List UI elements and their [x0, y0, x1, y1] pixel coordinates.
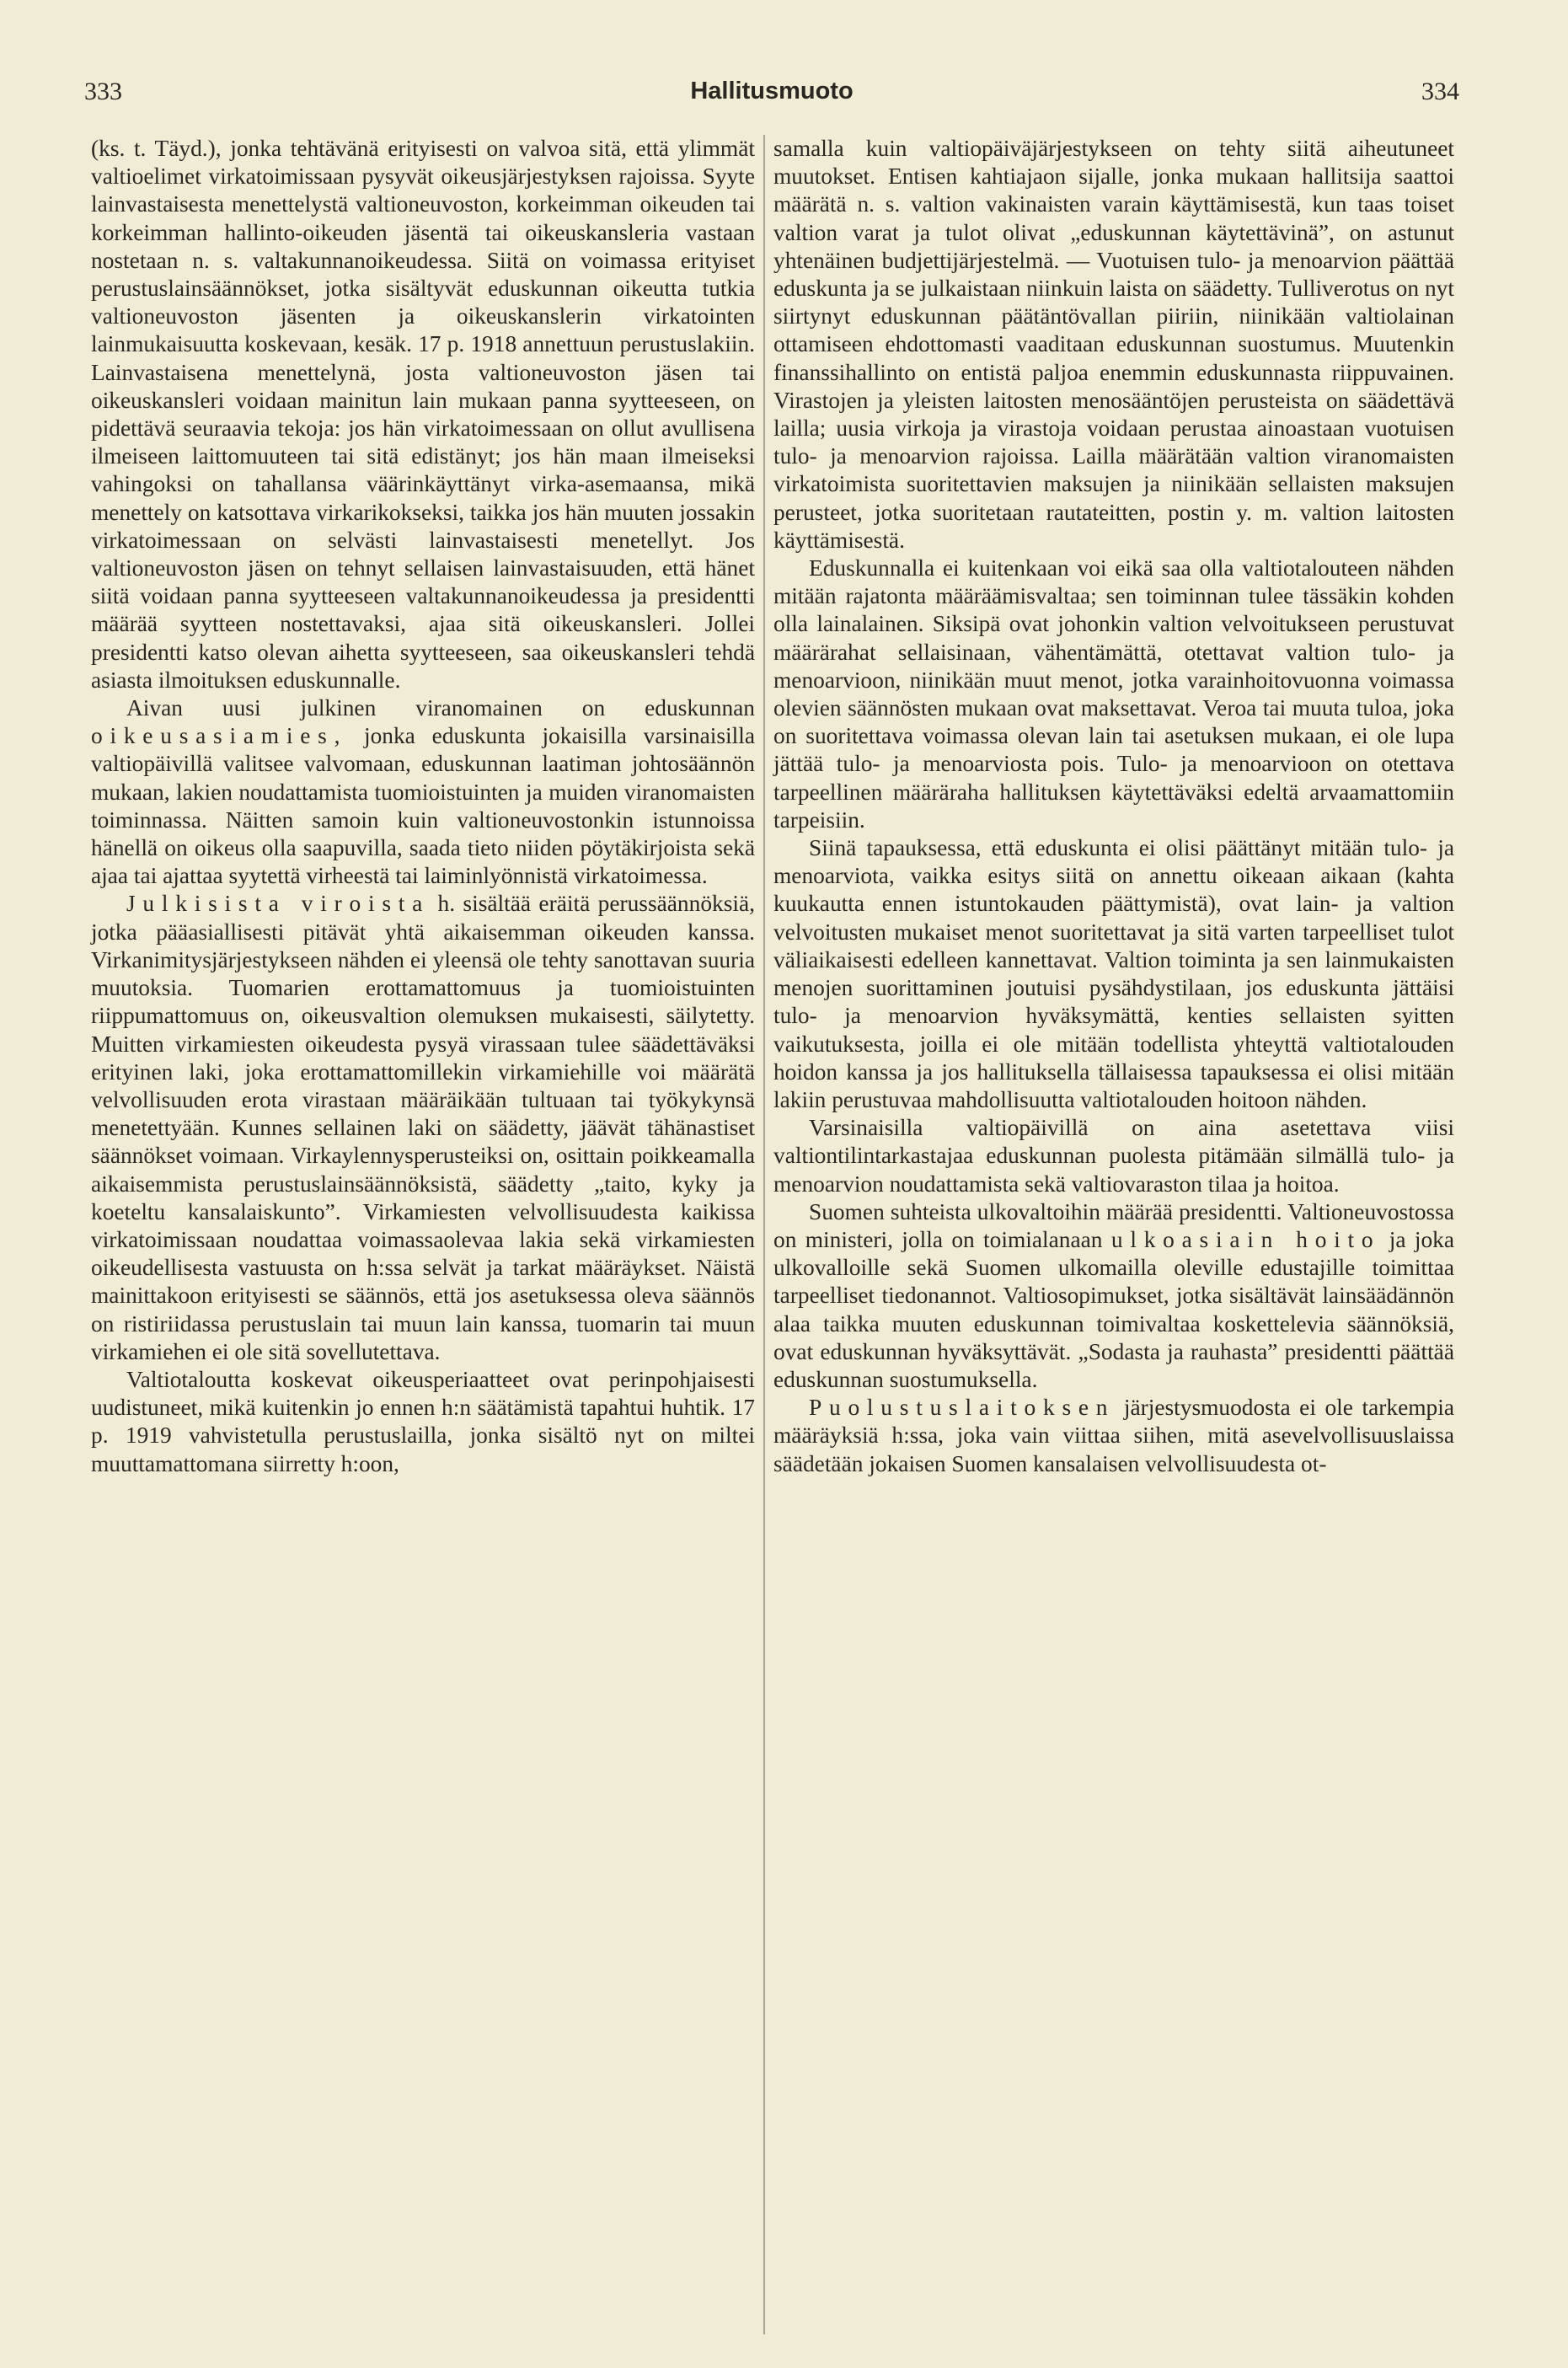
- paragraph: [773, 1394, 1454, 1478]
- paragraph: samalla kuin valtiopäiväjärjestykseen on tehty siitä aiheutuneet muutokset. Entisen kahtiajaon sijalle, jonka mukaan hallitsija saattoi määrätä n. s. valtion vakinaisten varain käyttämisestä, kun taas toiset valtion varat ja tulot olivat „eduskunnan käytettävinä”, on astunut yhtenäinen budjettijärjestelmä. — Vuotuisen tulo- ja menoarvion päättää eduskunta ja se julkaistaan niinkuin laista on säädetty. Tulliverotus on nyt siirtynyt eduskunnan päätäntövallan piiriin, niinikään valtiolainan ottamiseen ehdottomasti vaaditaan eduskunnan suostumus. Muutenkin finanssihallinto on entistä paljoa enemmin eduskunnasta riippuvainen. Virastojen ja yleisten laitosten menosääntöjen perusteista on säädettävä lailla; uusia virkoja ja virastoja voidaan perustaa ainoastaan vuotuisen tulo- ja menoarvion rajoissa. Lailla määrätään valtion viranomaisten virkatoimista suoritettavien maksujen ja niinikään sellaisten maksujen perusteet, jotka suoritetaan rautateitten, postin y. m. valtion laitosten käyttämisestä.: [773, 136, 1454, 553]
- text-run: Aivan uusi julkinen viranomainen on eduskunnan: [126, 695, 755, 721]
- emphasized-term: ulkoasiain hoito: [1110, 1226, 1381, 1252]
- text-run: Suomen suhteista ulkovaltoihin määrää presidentti. Valtioneuvostossa on ministeri, jolla on toimialanaan: [773, 1198, 1454, 1252]
- left-column: [91, 135, 755, 1478]
- running-title: Hallitusmuoto: [690, 78, 854, 104]
- page-number-right: 334: [1421, 78, 1459, 105]
- right-column: [773, 135, 1454, 1478]
- paragraph: [773, 1198, 1454, 1394]
- paragraph: Eduskunnalla ei kuitenkaan voi eikä saa olla valtiotalouteen nähden mitään rajatonta määräämisvaltaa; sen toiminnan tulee tässäkin kohden olla lainalainen. Siksipä ovat johonkin valtion velvoitukseen perustuvat määrärahat sellaisinaan, vähentämättä, otettavat valtion tulo- ja menoarvioon, niinikään muut menot, jotka varainhoitovuonna voimassa olevien säännösten mukaan ovat maksettavat. Veroa tai muuta tuloa, joka on suoritettava voimassa olevan lain tai asetuksen mukaan, ei ole lupa jättää tulo- ja menoarviosta pois. Tulo- ja menoarvioon on otettava tarpeellinen määräraha hallituksen käytettäväksi edeltä arvaamattomiin tarpeisiin.: [773, 555, 1454, 833]
- paragraph: Varsinaisilla valtiopäivillä on aina asetettava viisi valtiontilintarkastajaa eduskunnan puolesta pitämään silmällä tulo- ja menoarvion noudattamista sekä valtiovaraston tilaa ja hoitoa.: [773, 1115, 1454, 1197]
- emphasized-term: Puolustuslaitoksen: [809, 1395, 1116, 1421]
- paragraph: Siinä tapauksessa, että eduskunta ei olisi päättänyt mitään tulo- ja menoarviota, vaikka esitys siitä on annettu oikeaan aikaan (kahta kuukautta ennen istuntokauden päättymistä), ovat lain- ja valtion velvoitusten mukaiset menot suoritettavat ja sitä varten tarpeelliset tulot väliaikaisesti edelleen kannettavat. Valtion toiminta ja sen lainmukaisten menojen suorittaminen joutuisi pysähdystilaan, jos eduskunta jättäisi tulo- ja menoarvion hyväksymättä, kenties sellaisten syitten vaikutuksesta, joilla ei ole mitään todellista yhteyttä valtiotalouden hoidon kanssa ja jos hallituksella tällaisessa tapauksessa ei olisi mitään lakiin perustuvaa mahdollisuutta valtiotalouden hoitoon nähden.: [773, 835, 1454, 1112]
- paragraph: [91, 890, 755, 1365]
- text-run: jonka eduskunta jokaisilla varsinaisilla valtiopäivillä valitsee valvomaan, eduskunnan laatiman johtosäännön mukaan, lakien noudattamista tuomioistuinten ja muiden viranomaisten toiminnassa. Näitten samoin kuin valtioneuvostonkin istunnoissa hänellä on oikeus olla saapuvilla, saada tieto niiden pöytäkirjoista sekä ajaa tai ajattaa syytettä virheestä tai laiminlyönnistä virkatoimessa.: [91, 723, 755, 889]
- paragraph: (ks. t. Täyd.), jonka tehtävänä erityisesti on valvoa sitä, että ylimmät valtioelimet virkatoimissaan pysyvät oikeusjärjestyksen rajoissa. Syyte lainvastaisesta menettelystä valtioneuvoston, korkeimman oikeuden tai korkeimman hallinto-oikeuden jäsentä tai oikeuskansleria vastaan nostetaan n. s. valtakunnanoikeudessa. Siitä on voimassa erityiset perustuslainsäännökset, jotka sisältyvät eduskunnan oikeutta tutkia valtioneuvoston jäsenten ja oikeuskanslerin virkatointen lainmukaisuutta koskevaan, kesäk. 17 p. 1918 annettuun perustuslakiin. Lainvastaisena menettelynä, josta valtioneuvoston jäsen tai oikeuskansleri voidaan mainitun lain mukaan panna syytteeseen, on pidettävä seuraavia tekoja: jos hän virkatoimessaan on ollut avullisena ilmeiseen laittomuuteen tai sitä edistänyt; jos hän maan ilmeiseksi vahingoksi on tahallansa väärinkäyttänyt virka-asemaansa, mikä menettely on katsottava virkarikokseksi, taikka jos hän muuten jossakin virkatoimessaan on selvästi lainvastaisesti menetellyt. Jos valtioneuvoston jäsen on tehnyt sellaisen lainvastaisuuden, että hänet siitä voidaan panna syytteeseen valtakunnanoikeudessa ja presidentti määrää syytteen nostettavaksi, ajaa sitä oikeuskansleri. Jollei presidentti katso olevan aihetta syytteeseen, saa oikeuskansleri tehdä asiasta ilmoituksen eduskunnalle.: [91, 136, 755, 693]
- page-header: [84, 78, 1459, 111]
- text-run: ja joka ulkovalloille sekä Suomen ulkomailla oleville edustajille toimittaa tarpeelliset tiedonannot. Valtiosopimukset, jotka sisältävät lainsäädännön alaa taikka muuten eduskunnan toimivaltaa koskettelevia säännöksiä, ovat eduskunnan hyväksyttävät. „Sodasta ja rauhasta” presidentti päättää eduskunnan suostumuksella.: [773, 1226, 1454, 1392]
- paragraph: [91, 694, 755, 890]
- emphasized-term: oikeusasiamies,: [91, 723, 348, 749]
- paragraph: Valtiotaloutta koskevat oikeusperiaatteet ovat perinpohjaisesti uudistuneet, mikä kuitenkin jo ennen h:n säätämistä tapahtui huhtik. 17 p. 1919 vahvistetulla perustuslailla, jonka sisältö nyt on miltei muuttamattomana siirretty h:oon,: [91, 1366, 755, 1476]
- text-run: järjestysmuodosta ei ole tarkempia määräyksiä h:ssa, joka vain viittaa siihen, mitä asevelvollisuuslaissa säädetään jokaisen Suomen kansalaisen velvollisuudesta ot-: [773, 1395, 1454, 1476]
- column-divider: [763, 135, 765, 2334]
- emphasized-term: Julkisista viroista: [126, 891, 431, 917]
- page-number-left: 333: [84, 78, 122, 105]
- text-run: h. sisältää eräitä perussäännöksiä, jotka pääasiallisesti pitävät yhtä aikaisemman oikeuden kanssa. Virkanimitysjärjestykseen nähden ei yleensä ole tehty sanottavan suuria muutoksia. Tuomarien erottamattomuus ja tuomioistuinten riippumattomuus on, oikeusvaltion olemuksen mukaisesti, säilytetty. Muitten virkamiesten oikeudesta pysyä virassaan tulee säädettäväksi erityinen laki, joka erottamattomillekin virkamiehille voi määrätä velvollisuuden erota virastaan määräikään tultuaan tai työkykynsä menetettyään. Kunnes sellainen laki on säädetty, jäävät tähänastiset säännökset voimaan. Virkaylennysperusteiksi on, osittain poikkeamalla aikaisemmista perustuslainsäännöksistä, säädetty „taito, kyky ja koeteltu kansalaiskunto”. Virkamiesten velvollisuudesta kaikissa virkatoimissaan noudattaa voimassaolevaa lakia sekä virkamiesten oikeudellisesta vastuusta on h:ssa selvät ja tarkat määräykset. Näistä mainittakoon erityisesti se säännös, että jos asetuksessa oleva säännös on ristiriidassa perustuslain tai muun lain kanssa, tuomarin tai muun virkamiehen ei ole sitä sovellutettava.: [91, 891, 755, 1364]
